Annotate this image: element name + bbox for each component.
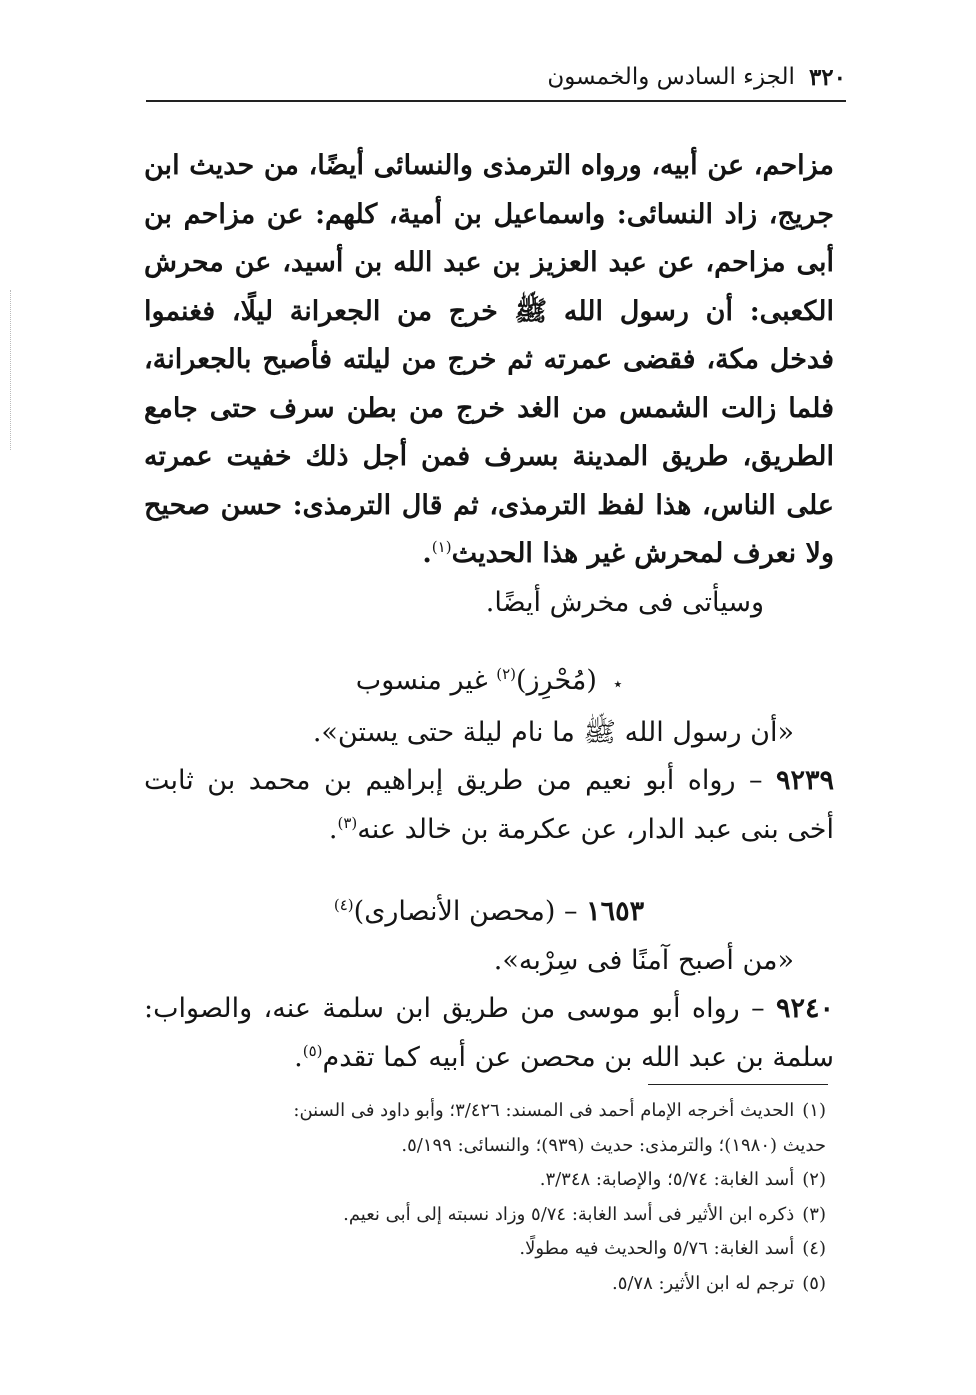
footnotes <box>136 1094 826 1301</box>
scan-margin-mark <box>10 290 13 450</box>
footnote-text: أسد الغابة: ٥/٧٦ والحديث فيه مطولًا. <box>519 1238 795 1259</box>
footnote-text: ترجم له ابن الأثير: ٥/٧٨. <box>611 1272 795 1294</box>
entry-heading-muhsin <box>144 888 834 937</box>
paragraph-text: مزاحم، عن أبيه، ورواه الترمذى والنسائى أيضًا، من حديث ابن جريج، زاد النسائى: واسماعيل بن أمية، كلهم: عن مزاحم بن أبى مزاحم، عن عبد العزيز بن عبد الله بن أسيد، عن محرش الكعبى: أن رسول الله ﷺ خرج من الجعرانة ليلًا، فغنموا فدخل مكة، فقضى عمرته ثم خرج من ليلته فأصبح بالجعرانة، فلما زالت الشمس من الغد خرج من بطن سرف حتى جامع الطريق، طريق المدينة بسرف فمن أجل ذلك خفيت عمرته على الناس، هذا لفظ الترمذى، ثم قال الترمذى: حسن صحيح ولا نعرف لمحرش غير هذا الحديث <box>144 150 834 569</box>
main-text <box>144 142 834 1082</box>
bullet-mark: ٭ <box>613 674 623 693</box>
footnote-text: حديث (١٩٨٠)؛ والترمذى: حديث (٩٣٩)؛ والنسائى: ٥/١٩٩. <box>401 1134 826 1156</box>
footnote-ref-3: (٣) <box>337 813 358 832</box>
footnote-number: (٢) <box>802 1169 826 1190</box>
footnote-ref-4: (٤) <box>333 896 354 914</box>
dash: – <box>564 896 578 927</box>
cross-reference: وسيأتى فى مخرش أيضًا. <box>485 586 764 618</box>
running-header <box>146 64 846 102</box>
entry-heading-muhriz <box>144 657 834 709</box>
hadith-number: ٩٢٣٩ <box>776 765 835 796</box>
hadith-number: ٩٢٤٠ <box>775 993 834 1024</box>
entry-name: (محصن الأنصارى) <box>353 896 556 927</box>
footnote-number: (١) <box>802 1100 826 1121</box>
footnote-ref-5: (٥) <box>302 1041 323 1060</box>
running-title: الجزء السادس والخمسون <box>547 64 795 90</box>
footnote-number: (٤) <box>802 1238 826 1259</box>
footnote-5 <box>136 1267 826 1302</box>
footnote-ref-1: (١) <box>431 538 452 556</box>
page-number: ٣٢٠ <box>808 64 846 91</box>
footnote-2 <box>136 1163 826 1198</box>
footnote-separator <box>648 1084 828 1085</box>
footnote-4 <box>136 1232 826 1267</box>
hadith-text: «أن رسول الله ﷺ ما نام ليلة حتى يستن». <box>312 716 794 748</box>
footnote-text: ذكره ابن الأثير فى أسد الغابة: ٥/٧٤ وزاد نسبته إلى أبى نعيم. <box>343 1203 795 1225</box>
entry-number: ١٦٥٣ <box>586 896 645 927</box>
footnote-text: أسد الغابة: ٥/٧٤؛ والإصابة: ٣/٣٤٨. <box>539 1169 795 1190</box>
period: . <box>328 813 338 845</box>
hadith-narration <box>144 757 834 854</box>
hadith-text: «من أصبح آمنًا فى سِرْبه». <box>493 944 794 976</box>
dash: – <box>749 765 763 796</box>
narration-text: رواه أبو موسى من طريق ابن سلمة عنه، والصواب: سلمة بن عبد الله بن محصن عن أبيه كما تقدم <box>144 993 834 1073</box>
entry-name: (مُحْرِز) <box>515 665 597 696</box>
period: . <box>294 1041 303 1073</box>
footnote-ref-2: (٢) <box>496 665 516 683</box>
footnote-text: الحديث أخرجه الإمام أحمد فى المسند: ٣/٤٢٦؛ وأبو داود فى السنن: <box>293 1100 795 1121</box>
narration-text: رواه أبو نعيم من طريق إبراهيم بن محمد بن ثابت أخى بنى عبد الدار، عن عكرمة بن خالد عنه <box>144 765 834 845</box>
entry-suffix: غير منسوب <box>355 665 488 696</box>
footnote-1-continued <box>136 1129 826 1164</box>
footnote-3 <box>136 1198 826 1233</box>
period: . <box>422 538 432 569</box>
footnote-1 <box>136 1094 826 1129</box>
dash: – <box>751 993 765 1024</box>
footnote-number: (٥) <box>802 1272 826 1294</box>
hadith-narration <box>144 985 834 1082</box>
paragraph-muharrish <box>144 142 834 579</box>
footnote-number: (٣) <box>802 1203 826 1225</box>
